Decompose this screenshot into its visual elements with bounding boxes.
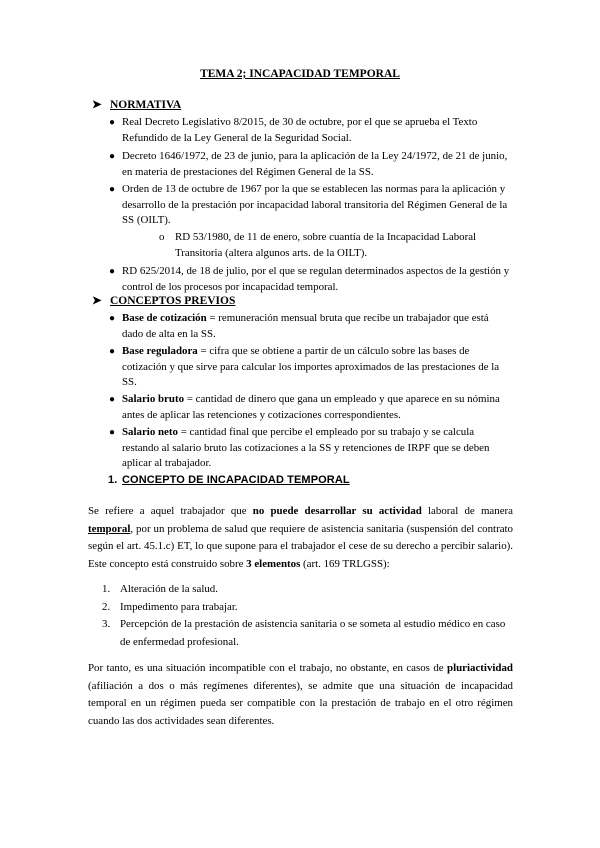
circle-bullet-icon: o — [159, 231, 165, 243]
bullet-icon: ● — [109, 313, 116, 324]
conceptos-heading — [92, 294, 236, 310]
normativa-item: ● Real Decreto Legislativo 8/2015, de 30 de octubre, por el que se aprueba el Texto Refundido de la Ley General de la Seguridad Social. — [109, 116, 478, 144]
conceptos-heading-text: CONCEPTOS PREVIOS — [110, 295, 236, 307]
concepto-term: Base de cotización — [122, 312, 207, 324]
section-heading: 1. CONCEPTO DE INCAPACIDAD TEMPORAL — [108, 474, 350, 486]
concepto-term: Salario neto — [122, 426, 178, 438]
bullet-icon: ● — [109, 117, 116, 128]
normativa-item: ● Decreto 1646/1972, de 23 de junio, para la aplicación de la Ley 24/1972, de 21 de junio, en materia de prestaciones del Régimen General de la SS. — [109, 150, 508, 178]
concepto-term: Base reguladora — [122, 345, 198, 357]
normativa-heading — [92, 98, 182, 114]
concepto-item: ● Base de cotización = remuneración mensual bruta que recibe un trabajador que está dado de alta en la SS. — [109, 312, 489, 340]
bullet-icon: ● — [109, 427, 116, 438]
bullet-icon: ● — [109, 266, 116, 277]
concepto-term: Salario bruto — [122, 393, 185, 405]
bullet-icon: ● — [109, 184, 116, 195]
arrow-bullet-icon: ➤ — [92, 295, 102, 307]
list-item: 2. Impedimento para trabajar. — [102, 601, 238, 613]
concepto-item: ● Salario bruto = cantidad de dinero que gana un empleado y que aparece en su nómina antes de aplicar las retenciones y cotizaciones correspondientes. — [109, 393, 500, 421]
paragraph: Se refiere a aquel trabajador que no puede desarrollar su actividad laboral de manera temporal, por un problema de salud que requiere de asistencia sanitaria (suspensión del contrato según el art. 45.1.c) ET, lo que supone para el trabajador el cese de su derecho a percibir salario). Este concepto está construido sobre 3 elementos (art. 169 TRLGSS): — [88, 505, 513, 570]
bullet-icon: ● — [109, 394, 116, 405]
arrow-bullet-icon: ➤ — [92, 99, 102, 111]
concepto-item: ● Salario neto = cantidad final que percibe el empleado por su trabajo y se calcula restando al salario bruto las cotizaciones a la SS y retenciones de IRPF que se deben aplicar al trabajador. — [109, 426, 490, 469]
list-item: 1. Alteración de la salud. — [102, 583, 218, 595]
page-title: TEMA 2; INCAPACIDAD TEMPORAL — [200, 68, 400, 80]
normativa-heading-text: NORMATIVA — [110, 99, 182, 111]
paragraph: Por tanto, es una situación incompatible con el trabajo, no obstante, en casos de pluriactividad (afiliación a dos o más regímenes diferentes), se admite que una situación de incapacidad temporal en un régimen pueda ser compatible con la prestación de trabajo en el otro régimen cuando las dos actividades sean diferentes. — [88, 662, 513, 727]
normativa-item: ● Orden de 13 de octubre de 1967 por la que se establecen las normas para la aplicación y desarrollo de la prestación por incapacidad laboral transitoria del Régimen General de la SS (OILT). — [109, 183, 508, 226]
concepto-item: ● Base reguladora = cifra que se obtiene a partir de un cálculo sobre las bases de cotización y que sirve para calcular los importes aproximados de las prestaciones de la SS. — [109, 345, 500, 388]
list-item: 3. Percepción de la prestación de asistencia sanitaria o se someta al estudio médico en caso de enfermedad profesional. — [102, 618, 506, 648]
normativa-subitem: o RD 53/1980, de 11 de enero, sobre cuantía de la Incapacidad Laboral Transitoria (altera algunos arts. de la OILT). — [159, 231, 477, 259]
normativa-item: ● RD 625/2014, de 18 de julio, por el que se regulan determinados aspectos de la gestión y control de los procesos por incapacidad temporal. — [109, 265, 510, 293]
bullet-icon: ● — [109, 346, 116, 357]
bullet-icon: ● — [109, 151, 116, 162]
